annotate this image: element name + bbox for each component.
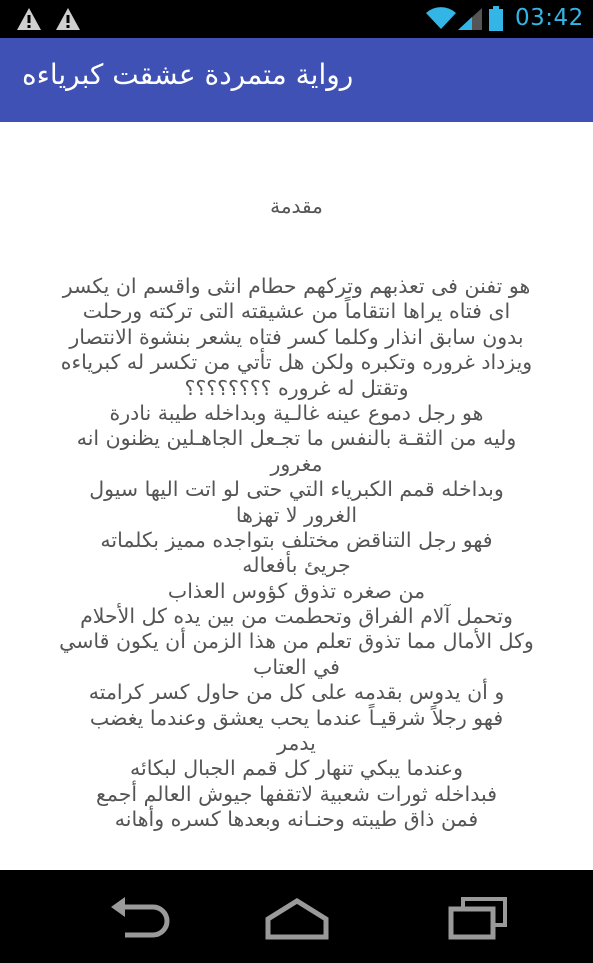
text-line: وليه من الثقـة بالنفس ما تجـعل الجاهـلين يظنون انه [76,426,517,451]
text-line: من صغره تذوق كؤوس العذاب [167,578,426,603]
text-line: بدون سابق انذار وكلما كسر فتاه يشعر بنشوة الانتصار [69,324,524,349]
text-line: فهو رجل التناقض مختلف بتواجده مميز بكلماته [100,527,493,552]
text-line: وتحمل آلام الفراق وتحطمت من بين يده كل الأحلام [80,604,513,629]
text-line: هو رجل دموع عينه غالـية وبداخله طيبة نادرة [109,400,484,425]
story-heading: مقدمة [270,194,323,218]
text-line: في العتاب [253,654,340,679]
text-line: وعندما يبكي تنهار كل قمم الجبال لبكائه [130,756,463,781]
warning-icon [55,7,81,31]
back-icon[interactable] [105,895,175,940]
text-line: جريئ بأفعاله [242,553,351,578]
text-line: فهو رجلاً شرقيـاً عندما يحب يعشق وعندما يغضب [89,705,504,730]
wifi-icon [425,6,457,30]
status-clock: 03:42 [515,5,584,31]
home-icon[interactable] [262,895,332,940]
text-line: وتقتل له غروره ؟؟؟؟؟؟؟؟ [184,375,409,400]
text-line: هو تفنن فى تعذبهم وتركهم حطام انثى واقسم ان يكسر [62,274,531,298]
story-text [12,274,581,833]
warning-icon [16,7,42,31]
text-line: فبداخله ثورات شعبية لاتقفها جيوش العالم أجمع [95,781,497,806]
text-line: وبداخله قمم الكبرياء التي حتى لو اتت اليها سيول [89,477,504,502]
text-line: مغرور [270,451,323,476]
text-line: ويزداد غروره وتكبره ولكن هل تأتي من تكسر له كبرياءه [60,350,533,375]
signal-icon [458,8,482,30]
story-content[interactable] [0,122,593,870]
text-line: وكل الأمال مما تذوق تعلم من هذا الزمن أن يكون قاسي [59,629,534,654]
text-line: اى فتاه يراها انتقاماً من عشيقته التى تركته ورحلت [82,299,511,324]
navigation-bar [0,870,593,963]
text-line: الغرور لا تهزها [235,502,358,527]
text-line: يدمر [277,731,316,756]
battery-icon [489,6,503,31]
app-bar [0,38,593,122]
status-bar [0,0,593,38]
text-line: و أن يدوس بقدمه على كل من حاول كسر كرامته [88,680,505,705]
text-line: فمن ذاق طيبته وحنـانه وبعدها كسره وأهانه [114,807,479,832]
app-title: رواية متمردة عشقت كبرياءه [22,58,354,91]
recent-apps-icon[interactable] [443,895,513,940]
